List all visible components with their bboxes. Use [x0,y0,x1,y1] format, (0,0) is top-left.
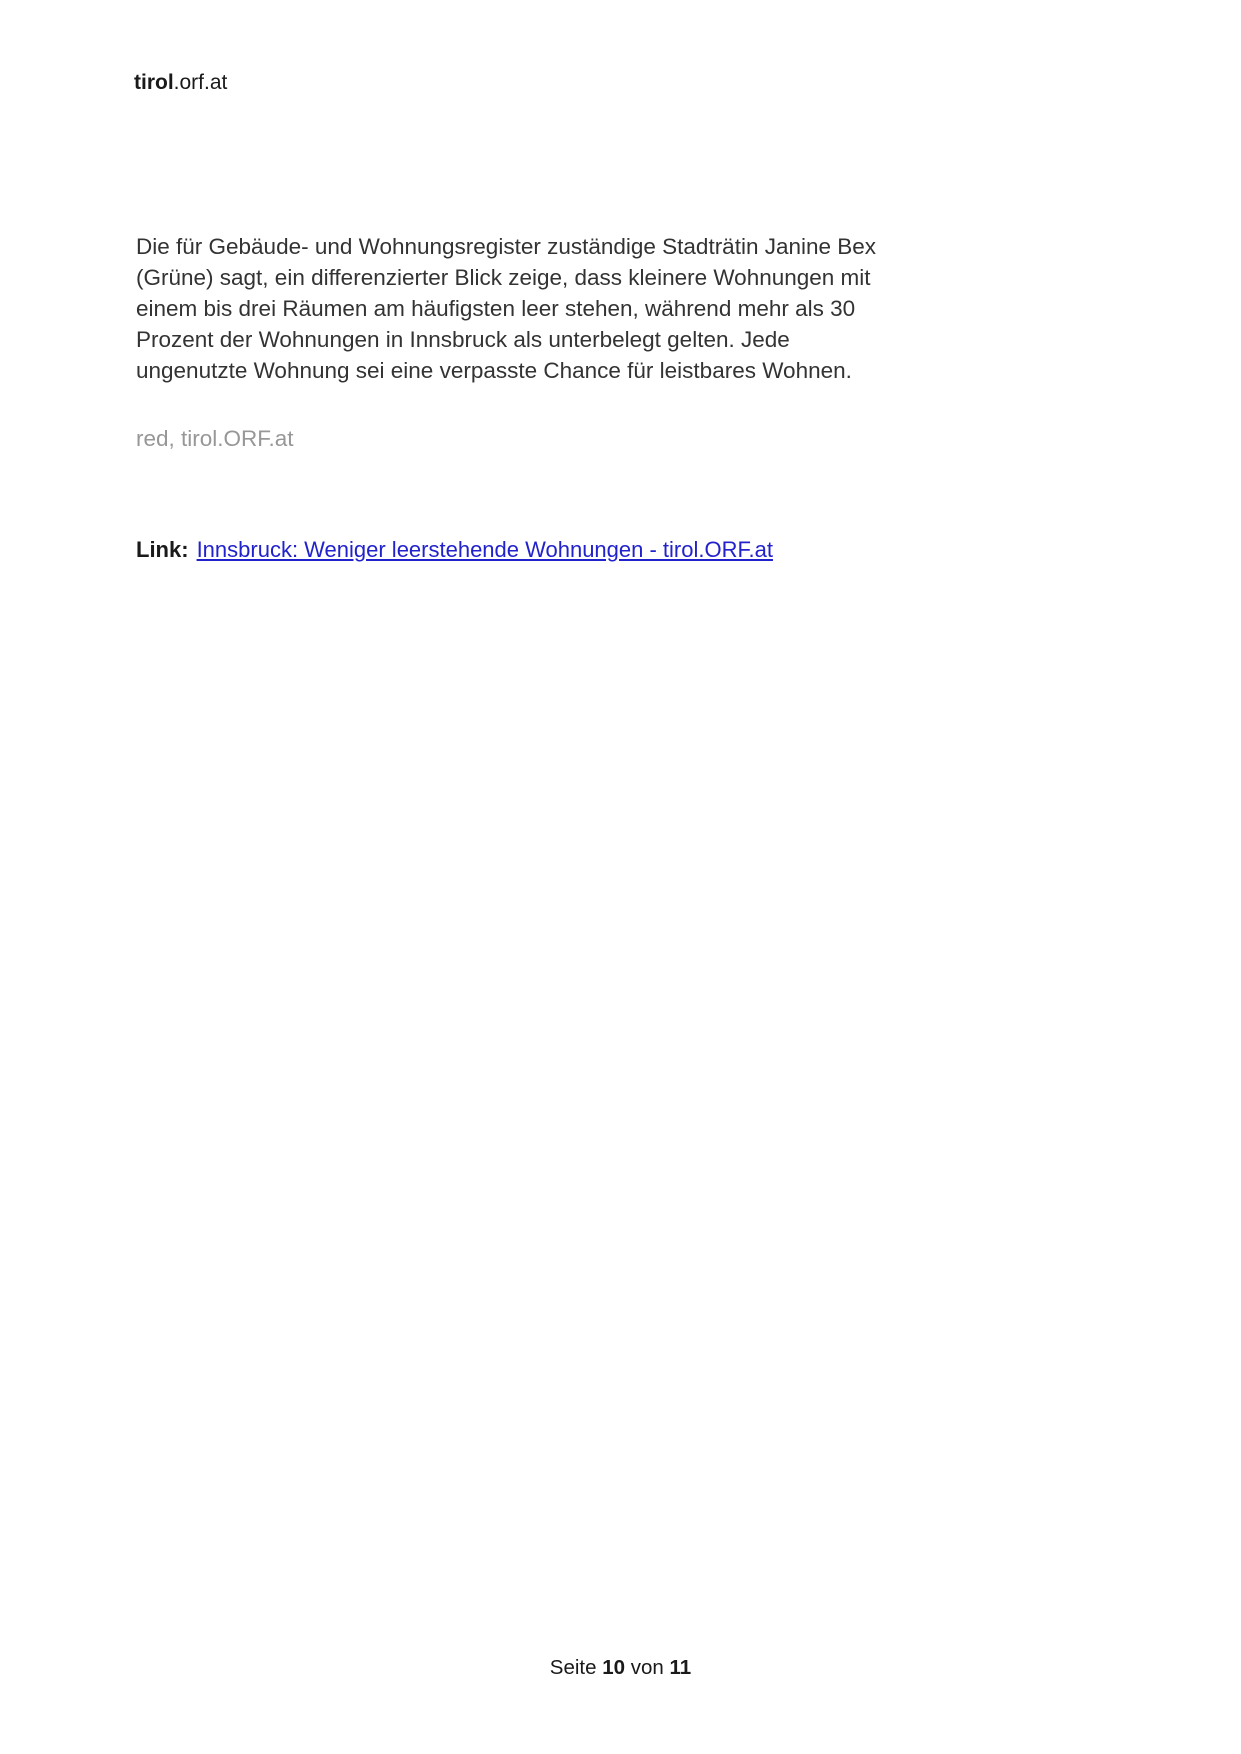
byline: red, tirol.ORF.at [136,426,294,451]
footer-von-label: von [630,1656,664,1679]
article-link[interactable]: Innsbruck: Weniger leerstehende Wohnungen - tirol.ORF.at [196,537,773,562]
paragraph-line: Prozent der Wohnungen in Innsbruck als unterbelegt gelten. Jede [136,327,790,352]
footer-total-pages: 11 [669,1656,692,1679]
link-label: Link: [136,537,189,562]
article-paragraph [136,231,876,386]
paragraph-line: ungenutzte Wohnung sei eine verpasste Chance für leistbares Wohnen. [136,358,852,383]
paragraph-line: einem bis drei Räumen am häufigsten leer stehen, während mehr als 30 [136,296,856,321]
site-brand-bold: tirol [134,71,174,94]
footer-page-number: 10 [602,1656,626,1679]
paragraph-line: Die für Gebäude- und Wohnungsregister zuständige Stadträtin Janine Bex [136,234,877,259]
site-brand-rest: .orf.at [173,71,228,94]
paragraph-line: (Grüne) sagt, ein differenzierter Blick zeige, dass kleinere Wohnungen mit [136,265,871,290]
site-brand [134,70,227,96]
link-row [136,535,773,565]
footer-seite-label: Seite [549,1656,597,1679]
page-footer [0,1656,1241,1680]
